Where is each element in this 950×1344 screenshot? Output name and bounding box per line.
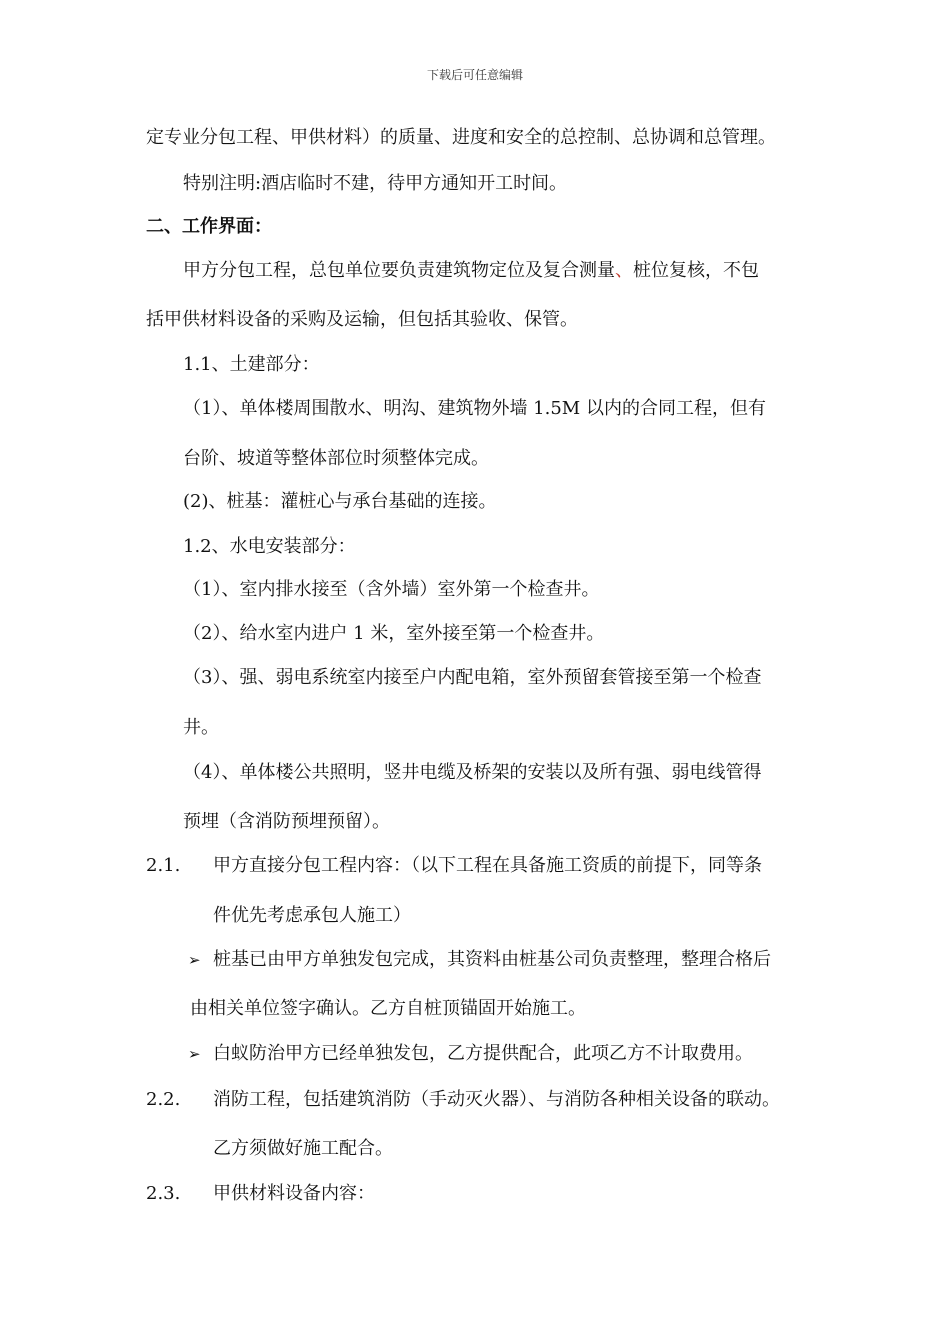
subsection-heading: 1.1、土建部分： [183,354,320,375]
arrow-bullet-icon: ➢ [188,951,201,969]
section-heading: 二、工作界面： [146,216,272,237]
special-note: 特别注明:酒店临时不建，待甲方通知开工时间。 [183,173,568,194]
clause-text: 甲供材料设备内容： [213,1183,375,1204]
bullet-text: 桩基已由甲方单独发包完成，其资料由桩基公司负责整理，整理合格后 [213,949,771,970]
clause-text-continued: 乙方须做好施工配合。 [213,1138,393,1159]
list-item-continued: 预埋（含消防预埋预留）。 [183,811,390,832]
red-mark: 、 [615,260,633,281]
bullet-text-continued: 由相关单位签字确认。乙方自桩顶锚固开始施工。 [190,998,586,1019]
list-item: （1）、单体楼周围散水、明沟、建筑物外墙 1.5M 以内的合同工程，但有 [183,398,766,419]
bullet-text: 白蚁防治甲方已经单独发包，乙方提供配合，此项乙方不计取费用。 [213,1043,753,1064]
clause-text: 消防工程，包括建筑消防（手动灭火器）、与消防各种相关设备的联动。 [213,1089,780,1110]
text-span: 桩位复核，不包 [633,260,759,281]
paragraph-line: 括甲供材料设备的采购及运输，但包括其验收、保管。 [146,309,578,330]
arrow-bullet-icon: ➢ [188,1045,201,1063]
page-header: 下载后可任意编辑 [426,68,523,82]
clause-number: 2.1. [146,855,181,876]
list-item: (2)、桩基：灌桩心与承台基础的连接。 [183,491,497,512]
text-span: 甲方分包工程，总包单位要负责建筑物定位及复合测量 [183,260,615,281]
clause-text: 甲方直接分包工程内容：（以下工程在具备施工资质的前提下，同等条 [213,855,762,876]
subsection-heading: 1.2、水电安装部分： [183,536,356,557]
list-item: （3）、强、弱电系统室内接至户内配电箱，室外预留套管接至第一个检查 [183,667,762,688]
paragraph-line: 定专业分包工程、甲供材料）的质量、进度和安全的总控制、总协调和总管理。 [146,127,776,148]
clause-number: 2.3. [146,1183,181,1204]
clause-number: 2.2. [146,1089,181,1110]
paragraph-line [183,259,759,283]
list-item: （2）、给水室内进户 1 米，室外接至第一个检查井。 [183,623,605,644]
list-item: （4）、单体楼公共照明，竖井电缆及桥架的安装以及所有强、弱电线管得 [183,762,762,783]
list-item-continued: 井。 [183,717,219,738]
list-item-continued: 台阶、坡道等整体部位时须整体完成。 [183,448,489,469]
clause-text-continued: 件优先考虑承包人施工） [213,905,411,926]
list-item: （1）、室内排水接至（含外墙）室外第一个检查井。 [183,579,600,600]
